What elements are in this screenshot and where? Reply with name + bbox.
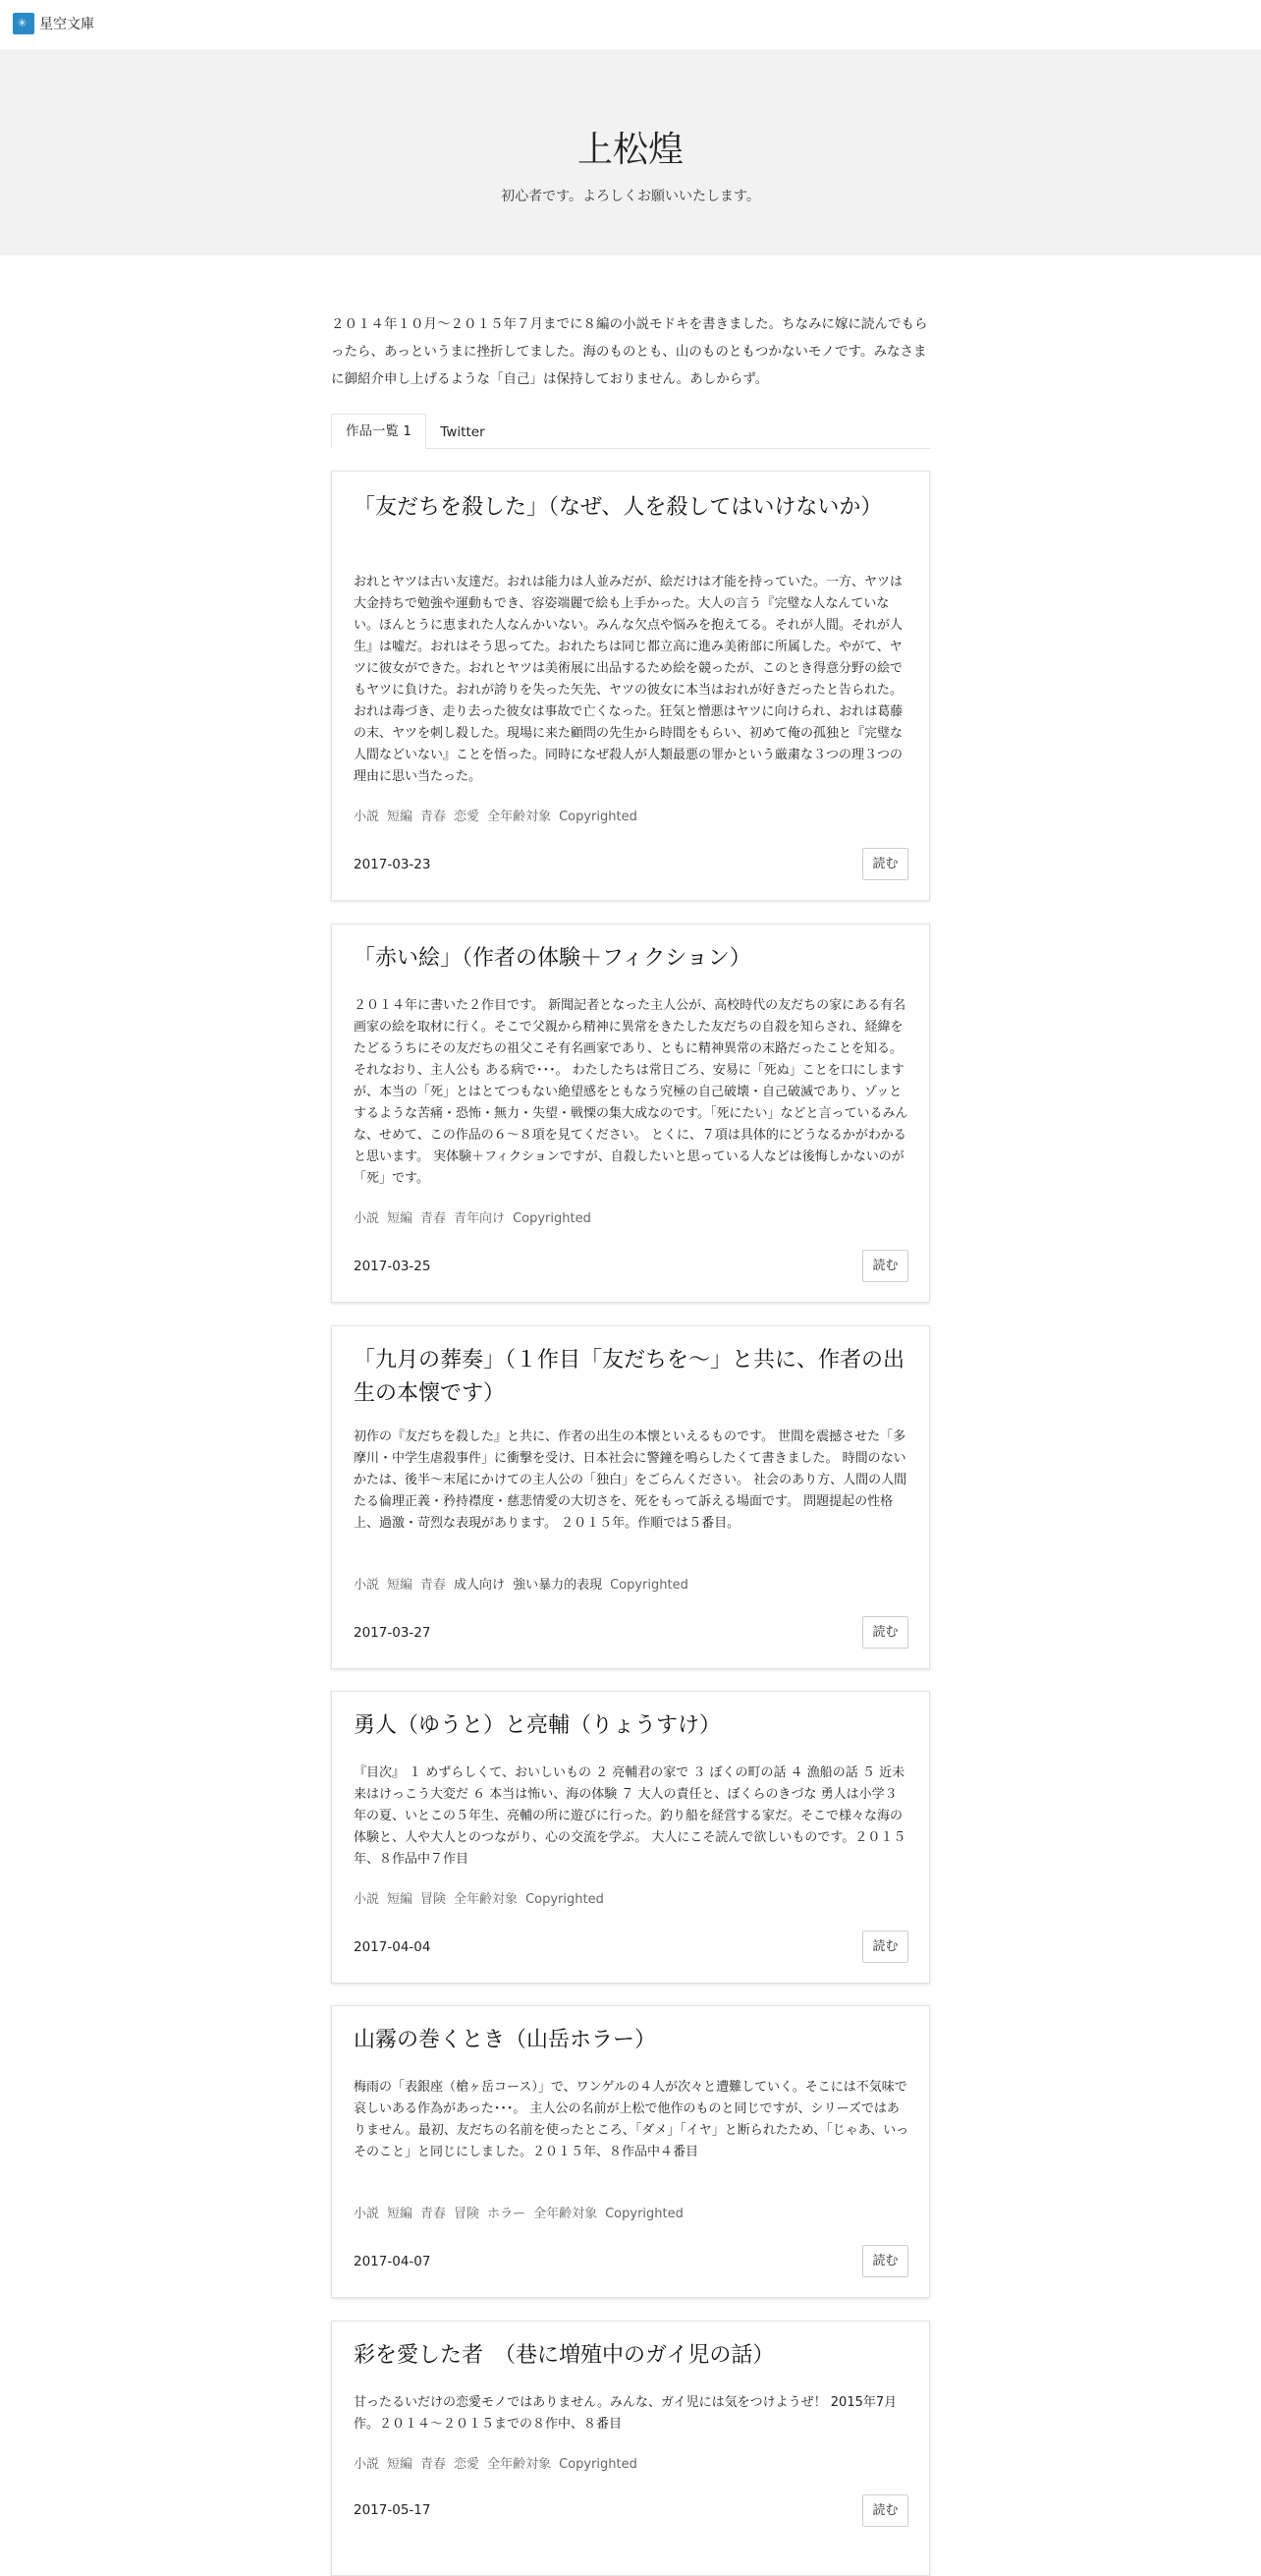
work-card xyxy=(331,1691,930,1984)
tag[interactable]: 小説 xyxy=(354,810,380,824)
work-card xyxy=(331,471,930,901)
read-button[interactable]: 読む xyxy=(862,2245,908,2277)
work-title[interactable]: 「九月の葬奏」（１作目「友だちを～」と共に、作者の出生の本懐です） xyxy=(354,1348,905,1406)
tag[interactable]: Copyrighted xyxy=(559,810,637,824)
tag[interactable]: 全年齢対象 xyxy=(487,2457,552,2472)
tab-works-list[interactable]: 作品一覧 1 xyxy=(331,414,426,449)
read-button[interactable]: 読む xyxy=(862,2494,908,2527)
work-date: 2017-03-23 xyxy=(354,857,431,872)
author-name: 上松煌 xyxy=(576,130,684,170)
tag[interactable]: 青春 xyxy=(420,2207,447,2221)
tag[interactable]: 強い暴力的表現 xyxy=(513,1578,603,1593)
work-description: 初作の『友だちを殺した』と共に、作者の出生の本懐といえるものです。 世間を震撼させた「多摩川・中学生虐殺事件」に衝撃を受け、日本社会に警鐘を鳴らしたくて書きました。 時間のないかたは、後半～末尾にかけての主人公の「独白」をごらんください。 社会のあり方、人間の人間たる倫理正義・矜持襟度・慈悲情愛の大切さを、死をもって訴える場面です。 問題提起の性格上、過激・苛烈な表現があります。 ２０１５年。作順では５番目。 xyxy=(354,1429,907,1531)
tag[interactable]: 小説 xyxy=(354,1892,380,1907)
read-button[interactable]: 読む xyxy=(862,1616,908,1649)
tag[interactable]: Copyrighted xyxy=(605,2207,684,2221)
work-date: 2017-03-25 xyxy=(354,1259,431,1274)
tag[interactable]: 全年齢対象 xyxy=(454,1892,519,1907)
read-button[interactable]: 読む xyxy=(862,1931,908,1963)
tag[interactable]: 恋愛 xyxy=(454,810,480,824)
work-tags xyxy=(354,1576,909,1596)
work-tags xyxy=(354,2205,909,2224)
work-date: 2017-03-27 xyxy=(354,1625,431,1641)
tab-bar xyxy=(331,414,930,449)
tag[interactable]: 全年齢対象 xyxy=(533,2207,598,2221)
top-bar xyxy=(0,0,1261,49)
tab-twitter[interactable]: Twitter xyxy=(440,424,485,440)
tag[interactable]: 小説 xyxy=(354,1211,380,1226)
tag[interactable]: 冒険 xyxy=(454,2207,480,2221)
tag[interactable]: 青春 xyxy=(420,2457,447,2472)
work-card xyxy=(331,1325,930,1669)
tag[interactable]: 青春 xyxy=(420,1578,447,1593)
tag[interactable]: Copyrighted xyxy=(525,1892,604,1907)
work-description: おれとヤツは古い友達だ。おれは能力は人並みだが、絵だけは才能を持っていた。一方、ヤツは大金持ちで勉強や運動もでき、容姿端麗で絵も上手かった。大人の言う『完璧な人なんていない。ほんとうに恵まれた人なんかいない。みんな欠点や悩みを抱えてる。それが人間。それが人生』は嘘だ。おれはそう思ってた。おれたちは同じ都立高に進み美術部に所属した。やがて、ヤツに彼女ができた。おれとヤツは美術展に出品するため絵を競ったが、このとき得意分野の絵でもヤツに負けた。おれが誇りを失った矢先、ヤツの彼女に本当はおれが好きだったと告られた。おれは毒づき、走り去った彼女は事故で亡くなった。狂気と憎悪はヤツに向けられ、おれは葛藤の末、ヤツを刺し殺した。現場に来た顧問の先生から時間をもらい、初めて俺の孤独と『完璧な人間などいない』ことを悟った。同時になぜ殺人が人類最悪の罪かという厳粛な３つの理３つの理由に思い当たった。 xyxy=(354,575,904,784)
tag[interactable]: Copyrighted xyxy=(610,1578,688,1593)
tag[interactable]: 青春 xyxy=(420,810,447,824)
read-button[interactable]: 読む xyxy=(862,848,908,880)
tag[interactable]: 短編 xyxy=(387,2207,413,2221)
tag[interactable]: 短編 xyxy=(387,1892,413,1907)
tag[interactable]: 全年齢対象 xyxy=(487,810,552,824)
read-button[interactable]: 読む xyxy=(862,1250,908,1282)
tag[interactable]: Copyrighted xyxy=(559,2457,637,2472)
author-intro: ２０１４年１０月～２０１５年７月までに８編の小説モドキを書きました。ちなみに嫁に読んでもらったら、あっというまに挫折してました。海のものとも、山のものともつかないモノです。みなさまに御紹介申し上げるような「自己」は保持しておりません。あしからず。 xyxy=(331,316,928,387)
work-card xyxy=(331,924,930,1303)
work-card xyxy=(331,2005,930,2298)
work-description: 『目次』 １ めずらしくて、おいしいもの ２ 亮輔君の家で ３ ぼくの町の話 ４ 漁船の話 ５ 近未来はけっこう大変だ ６ 本当は怖い、海の体験 ７ 大人の責任と、ぼくらのきづな 勇人は小学３年の夏、いとこの５年生、亮輔の所に遊びに行った。釣り船を経営する家だ。そこで様々な海の体験と、人や大人とのつながり、心の交流を学ぶ。 大人にこそ読んで欲しいものです。２０１５年、８作品中７作目 xyxy=(354,1765,906,1867)
asterisk-icon xyxy=(13,13,34,34)
work-description: 甘ったるいだけの恋愛モノではありません。みんな、ガイ児には気をつけようぜ！ 2015年7月作。２０１４～２０１５までの８作中、８番目 xyxy=(354,2395,898,2432)
author-header xyxy=(0,49,1261,255)
work-title[interactable]: 山霧の巻くとき（山岳ホラー） xyxy=(354,2028,657,2052)
tag[interactable]: Copyrighted xyxy=(513,1211,591,1226)
work-description: 梅雨の「表銀座（槍ヶ岳コース）」で、ワンゲルの４人が次々と遭難していく。そこには不気味で哀しいある作為があった･･･。 主人公の名前が上松で他作のものと同じですが、シリーズではありません。最初、友だちの名前を使ったところ、「ダメ」「イヤ」と断られたため、「じゃあ、いっそのこと」と同じにしました。２０１５年、８作品中４番目 xyxy=(354,2080,909,2159)
work-date: 2017-04-07 xyxy=(354,2254,431,2269)
tag[interactable]: 青年向け xyxy=(454,1211,506,1226)
author-intro-section xyxy=(331,310,930,393)
work-title[interactable]: 「赤い絵」（作者の体験＋フィクション） xyxy=(354,946,751,971)
tag[interactable]: ホラー xyxy=(487,2207,526,2221)
author-tagline: 初心者です。よろしくお願いいたします。 xyxy=(501,189,760,204)
tag[interactable]: 小説 xyxy=(354,2207,380,2221)
work-date: 2017-04-04 xyxy=(354,1939,431,1955)
work-tags xyxy=(354,1890,909,1910)
tag[interactable]: 青春 xyxy=(420,1211,447,1226)
work-tags xyxy=(354,1209,909,1229)
work-card xyxy=(331,2321,930,2576)
tag[interactable]: 短編 xyxy=(387,2457,413,2472)
tag[interactable]: 短編 xyxy=(387,810,413,824)
tag[interactable]: 成人向け xyxy=(454,1578,506,1593)
tag[interactable]: 小説 xyxy=(354,1578,380,1593)
work-title[interactable]: 「友だちを殺した」（なぜ、人を殺してはいけないか） xyxy=(354,495,883,520)
work-tags xyxy=(354,2455,909,2475)
site-logo[interactable] xyxy=(13,13,94,34)
tag[interactable]: 短編 xyxy=(387,1211,413,1226)
work-title[interactable]: 彩を愛した者 （巷に増殖中のガイ児の話） xyxy=(354,2343,775,2368)
tag[interactable]: 冒険 xyxy=(420,1892,447,1907)
tag[interactable]: 恋愛 xyxy=(454,2457,480,2472)
site-name: 星空文庫 xyxy=(39,17,94,32)
work-description: ２０１４年に書いた２作目です。 新聞記者となった主人公が、高校時代の友だちの家にある有名画家の絵を取材に行く。そこで父親から精神に異常をきたした友だちの自殺を知らされ、経緯をたどるうちにその友だちの祖父こそ有名画家であり、ともに精神異常の末路だったことを知る。それなおり、主人公も ある病で･･･。 わたしたちは常日ごろ、安易に「死ぬ」ことを口にしますが、本当の「死」とはとてつもない絶望感をともなう究極の自己破壊・自己破滅であり、ゾッとするような苦痛・恐怖・無力・失望・戦慄の集大成なのです。「死にたい」などと言っているみんな、せめて、この作品の６～８項を見てください。 とくに、７項は具体的にどうなるかがわかると思います。 実体験＋フィクションですが、自殺したいと思っている人などは後悔しかないのが「死」です。 xyxy=(354,998,908,1186)
work-title[interactable]: 勇人（ゆうと）と亮輔（りょうすけ） xyxy=(354,1713,722,1738)
tag[interactable]: 小説 xyxy=(354,2457,380,2472)
work-tags xyxy=(354,808,909,827)
tag[interactable]: 短編 xyxy=(387,1578,413,1593)
work-date: 2017-05-17 xyxy=(354,2502,431,2518)
